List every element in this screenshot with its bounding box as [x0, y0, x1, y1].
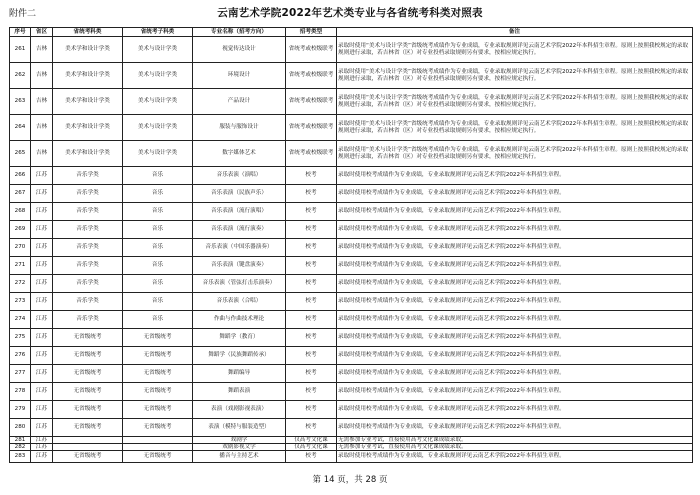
cell-no: 282 [10, 444, 31, 451]
cell-subcategory: 音乐 [123, 293, 193, 311]
cell-category: 无省级统考 [53, 383, 123, 401]
cell-category: 无省级统考 [53, 419, 123, 437]
cell-exam-type: 校考 [286, 185, 337, 203]
cell-category: 无省级统考 [53, 451, 123, 463]
cell-major: 戏剧影视文学 [193, 444, 286, 451]
cell-no: 264 [10, 115, 31, 141]
cell-no: 274 [10, 311, 31, 329]
cell-note: 无需参加专业考试，直接使用高考文化课成绩录取。 [337, 437, 693, 444]
cell-province: 江苏 [31, 311, 53, 329]
cell-major: 戏剧学 [193, 437, 286, 444]
cell-major: 音乐表演（演唱） [193, 167, 286, 185]
major-mapping-table [9, 27, 693, 463]
cell-subcategory: 美术与设计学类 [123, 37, 193, 63]
cell-province: 江苏 [31, 347, 53, 365]
cell-no: 280 [10, 419, 31, 437]
cell-exam-type: 省统考或校级联考 [286, 115, 337, 141]
attachment-label: 附件二 [9, 9, 37, 19]
table-row [10, 383, 693, 401]
table-row [10, 451, 693, 463]
table-row [10, 401, 693, 419]
cell-no: 261 [10, 37, 31, 63]
cell-major: 产品设计 [193, 89, 286, 115]
cell-category: 音乐学类 [53, 257, 123, 275]
cell-province: 吉林 [31, 63, 53, 89]
table-row [10, 141, 693, 167]
table-header-row [10, 28, 693, 37]
cell-note: 录取时使用校考成绩作为专业成绩，专业录取规则详见云南艺术学院2022年本科招生章程。 [337, 293, 693, 311]
cell-note: 录取时使用校考成绩作为专业成绩，专业录取规则详见云南艺术学院2022年本科招生章程。 [337, 311, 693, 329]
cell-major: 数字媒体艺术 [193, 141, 286, 167]
table-row [10, 311, 693, 329]
cell-category: 音乐学类 [53, 239, 123, 257]
cell-province: 江苏 [31, 401, 53, 419]
cell-note: 录取时使用校考成绩作为专业成绩，专业录取规则详见云南艺术学院2022年本科招生章程。 [337, 451, 693, 463]
col-header-category: 省统考科类 [53, 28, 123, 37]
cell-major: 音乐表演（管弦打击乐演奏） [193, 275, 286, 293]
cell-subcategory: 音乐 [123, 257, 193, 275]
cell-major: 视觉传达设计 [193, 37, 286, 63]
cell-no: 281 [10, 437, 31, 444]
cell-no: 268 [10, 203, 31, 221]
cell-exam-type: 校考 [286, 311, 337, 329]
cell-no: 262 [10, 63, 31, 89]
table-row [10, 437, 693, 444]
cell-category: 音乐学类 [53, 311, 123, 329]
table-row [10, 239, 693, 257]
cell-note: 录取时使用校考成绩作为专业成绩，专业录取规则详见云南艺术学院2022年本科招生章程。 [337, 401, 693, 419]
cell-province: 江苏 [31, 221, 53, 239]
cell-note: 录取时使用校考成绩作为专业成绩，专业录取规则详见云南艺术学院2022年本科招生章程。 [337, 329, 693, 347]
table-row [10, 293, 693, 311]
cell-note: 录取时使用校考成绩作为专业成绩，专业录取规则详见云南艺术学院2022年本科招生章程。 [337, 347, 693, 365]
cell-category: 美术学和设计学类 [53, 89, 123, 115]
cell-subcategory: 美术与设计学类 [123, 141, 193, 167]
cell-note: 录取时使用校考成绩作为专业成绩，专业录取规则详见云南艺术学院2022年本科招生章程。 [337, 239, 693, 257]
cell-category: 音乐学类 [53, 275, 123, 293]
cell-exam-type: 省统考或校级联考 [286, 63, 337, 89]
cell-note: 录取时使用校考成绩作为专业成绩，专业录取规则详见云南艺术学院2022年本科招生章程。 [337, 365, 693, 383]
cell-subcategory: 美术与设计学类 [123, 63, 193, 89]
cell-note: 录取时使用“美术与设计学类”省级统考成绩作为专业成绩，专业录取规则详见云南艺术学院2022年本科招生章程。原则上按照我校规定的录取规则进行录取，若吉林省（区）对专业投档录取规则另有要求，按相应规定执行。 [337, 141, 693, 167]
cell-province: 江苏 [31, 383, 53, 401]
cell-major: 音乐表演（流行演奏） [193, 221, 286, 239]
cell-note: 无需参加专业考试，直接使用高考文化课成绩录取。 [337, 444, 693, 451]
cell-subcategory: 无省级统考 [123, 365, 193, 383]
cell-category: 音乐学类 [53, 293, 123, 311]
cell-category: 无省级统考 [53, 365, 123, 383]
cell-exam-type: 校考 [286, 451, 337, 463]
cell-exam-type: 校考 [286, 347, 337, 365]
cell-province: 江苏 [31, 185, 53, 203]
cell-exam-type: 校考 [286, 365, 337, 383]
cell-exam-type: 校考 [286, 275, 337, 293]
cell-category: 美术学和设计学类 [53, 37, 123, 63]
cell-major: 音乐表演（民族声乐） [193, 185, 286, 203]
cell-subcategory: 音乐 [123, 203, 193, 221]
cell-major: 播音与主持艺术 [193, 451, 286, 463]
cell-note: 录取时使用校考成绩作为专业成绩，专业录取规则详见云南艺术学院2022年本科招生章程。 [337, 419, 693, 437]
cell-no: 273 [10, 293, 31, 311]
cell-category: 音乐学类 [53, 185, 123, 203]
cell-subcategory: 音乐 [123, 275, 193, 293]
cell-subcategory: 美术与设计学类 [123, 89, 193, 115]
table-row [10, 257, 693, 275]
cell-subcategory [123, 444, 193, 451]
page-number: 第 14 页，共 28 页 [312, 475, 388, 485]
cell-province: 江苏 [31, 239, 53, 257]
table-row [10, 185, 693, 203]
cell-no: 267 [10, 185, 31, 203]
cell-category: 音乐学类 [53, 203, 123, 221]
table-row [10, 63, 693, 89]
page-title: 云南艺术学院2022年艺术类专业与各省统考科类对照表 [217, 7, 483, 19]
col-header-subcategory: 省统考子科类 [123, 28, 193, 37]
col-header-major: 专业名称（招考方向） [193, 28, 286, 37]
cell-province: 江苏 [31, 203, 53, 221]
cell-major: 环境设计 [193, 63, 286, 89]
cell-note: 录取时使用校考成绩作为专业成绩，专业录取规则详见云南艺术学院2022年本科招生章程。 [337, 167, 693, 185]
cell-subcategory: 无省级统考 [123, 401, 193, 419]
cell-note: 录取时使用“美术与设计学类”省级统考成绩作为专业成绩，专业录取规则详见云南艺术学院2022年本科招生章程。原则上按照我校规定的录取规则进行录取，若吉林省（区）对专业投档录取规则另有要求，按相应规定执行。 [337, 115, 693, 141]
cell-no: 276 [10, 347, 31, 365]
cell-exam-type: 省统考或校级联考 [286, 141, 337, 167]
cell-category: 音乐学类 [53, 221, 123, 239]
cell-no: 277 [10, 365, 31, 383]
cell-no: 275 [10, 329, 31, 347]
cell-category: 美术学和设计学类 [53, 63, 123, 89]
cell-category: 音乐学类 [53, 167, 123, 185]
cell-note: 录取时使用校考成绩作为专业成绩，专业录取规则详见云南艺术学院2022年本科招生章程。 [337, 221, 693, 239]
cell-category: 美术学和设计学类 [53, 141, 123, 167]
cell-exam-type: 省统考或校级联考 [286, 37, 337, 63]
cell-major: 表演（戏剧影视表演） [193, 401, 286, 419]
cell-note: 录取时使用“美术与设计学类”省级统考成绩作为专业成绩，专业录取规则详见云南艺术学院2022年本科招生章程。原则上按照我校规定的录取规则进行录取，若吉林省（区）对专业投档录取规则另有要求，按相应规定执行。 [337, 89, 693, 115]
cell-no: 283 [10, 451, 31, 463]
cell-note: 录取时使用校考成绩作为专业成绩，专业录取规则详见云南艺术学院2022年本科招生章程。 [337, 203, 693, 221]
cell-subcategory: 无省级统考 [123, 383, 193, 401]
cell-exam-type: 校考 [286, 419, 337, 437]
cell-major: 音乐表演（中国乐器演奏） [193, 239, 286, 257]
cell-exam-type: 仅高考文化课 [286, 444, 337, 451]
cell-subcategory: 美术与设计学类 [123, 115, 193, 141]
table-row [10, 115, 693, 141]
table-row [10, 37, 693, 63]
cell-exam-type: 校考 [286, 221, 337, 239]
table-row [10, 329, 693, 347]
cell-subcategory: 无省级统考 [123, 329, 193, 347]
cell-exam-type: 仅高考文化课 [286, 437, 337, 444]
cell-exam-type: 校考 [286, 383, 337, 401]
cell-province: 江苏 [31, 293, 53, 311]
col-header-no: 序号 [10, 28, 31, 37]
cell-category: 无省级统考 [53, 401, 123, 419]
cell-exam-type: 校考 [286, 257, 337, 275]
cell-no: 263 [10, 89, 31, 115]
col-header-exam-type: 招考类型 [286, 28, 337, 37]
cell-province: 江苏 [31, 257, 53, 275]
cell-major: 舞蹈编导 [193, 365, 286, 383]
cell-no: 279 [10, 401, 31, 419]
cell-subcategory: 音乐 [123, 221, 193, 239]
table-row [10, 419, 693, 437]
cell-exam-type: 省统考或校级联考 [286, 89, 337, 115]
cell-province: 吉林 [31, 115, 53, 141]
table-row [10, 365, 693, 383]
cell-exam-type: 校考 [286, 203, 337, 221]
cell-province: 吉林 [31, 141, 53, 167]
cell-category: 美术学和设计学类 [53, 115, 123, 141]
cell-province: 江苏 [31, 437, 53, 444]
cell-note: 录取时使用校考成绩作为专业成绩，专业录取规则详见云南艺术学院2022年本科招生章程。 [337, 257, 693, 275]
cell-province: 江苏 [31, 365, 53, 383]
table-row [10, 347, 693, 365]
col-header-note: 备注 [337, 28, 693, 37]
cell-no: 278 [10, 383, 31, 401]
cell-exam-type: 校考 [286, 293, 337, 311]
cell-province: 江苏 [31, 329, 53, 347]
table-row [10, 221, 693, 239]
cell-exam-type: 校考 [286, 329, 337, 347]
cell-category [53, 444, 123, 451]
cell-major: 舞蹈学（民族舞蹈传承） [193, 347, 286, 365]
cell-subcategory: 音乐 [123, 167, 193, 185]
cell-no: 271 [10, 257, 31, 275]
cell-subcategory: 音乐 [123, 311, 193, 329]
table-row [10, 203, 693, 221]
cell-major: 作曲与作曲技术理论 [193, 311, 286, 329]
cell-no: 266 [10, 167, 31, 185]
cell-category: 无省级统考 [53, 347, 123, 365]
cell-category [53, 437, 123, 444]
cell-no: 272 [10, 275, 31, 293]
table-row [10, 275, 693, 293]
cell-subcategory [123, 437, 193, 444]
cell-major: 舞蹈表演 [193, 383, 286, 401]
cell-exam-type: 校考 [286, 239, 337, 257]
cell-province: 吉林 [31, 37, 53, 63]
cell-note: 录取时使用“美术与设计学类”省级统考成绩作为专业成绩，专业录取规则详见云南艺术学院2022年本科招生章程。原则上按照我校规定的录取规则进行录取，若吉林省（区）对专业投档录取规则另有要求，按相应规定执行。 [337, 63, 693, 89]
cell-note: 录取时使用校考成绩作为专业成绩，专业录取规则详见云南艺术学院2022年本科招生章程。 [337, 185, 693, 203]
cell-no: 269 [10, 221, 31, 239]
col-header-province: 省区 [31, 28, 53, 37]
cell-no: 270 [10, 239, 31, 257]
cell-province: 江苏 [31, 444, 53, 451]
cell-major: 服装与服饰设计 [193, 115, 286, 141]
cell-province: 江苏 [31, 451, 53, 463]
cell-subcategory: 音乐 [123, 239, 193, 257]
cell-province: 江苏 [31, 167, 53, 185]
cell-subcategory: 音乐 [123, 185, 193, 203]
cell-note: 录取时使用校考成绩作为专业成绩，专业录取规则详见云南艺术学院2022年本科招生章程。 [337, 275, 693, 293]
table-row [10, 89, 693, 115]
cell-province: 吉林 [31, 89, 53, 115]
cell-subcategory: 无省级统考 [123, 419, 193, 437]
cell-subcategory: 无省级统考 [123, 347, 193, 365]
cell-major: 舞蹈学（教育） [193, 329, 286, 347]
cell-subcategory: 无省级统考 [123, 451, 193, 463]
cell-exam-type: 校考 [286, 401, 337, 419]
cell-major: 音乐表演（合唱） [193, 293, 286, 311]
cell-province: 江苏 [31, 275, 53, 293]
cell-note: 录取时使用校考成绩作为专业成绩，专业录取规则详见云南艺术学院2022年本科招生章程。 [337, 383, 693, 401]
cell-major: 表演（模特与服装造型） [193, 419, 286, 437]
cell-no: 265 [10, 141, 31, 167]
cell-exam-type: 校考 [286, 167, 337, 185]
cell-province: 江苏 [31, 419, 53, 437]
cell-major: 音乐表演（键盘演奏） [193, 257, 286, 275]
cell-category: 无省级统考 [53, 329, 123, 347]
cell-note: 录取时使用“美术与设计学类”省级统考成绩作为专业成绩，专业录取规则详见云南艺术学院2022年本科招生章程。原则上按照我校规定的录取规则进行录取，若吉林省（区）对专业投档录取规则另有要求，按相应规定执行。 [337, 37, 693, 63]
table-row [10, 444, 693, 451]
cell-major: 音乐表演（流行演唱） [193, 203, 286, 221]
table-row [10, 167, 693, 185]
